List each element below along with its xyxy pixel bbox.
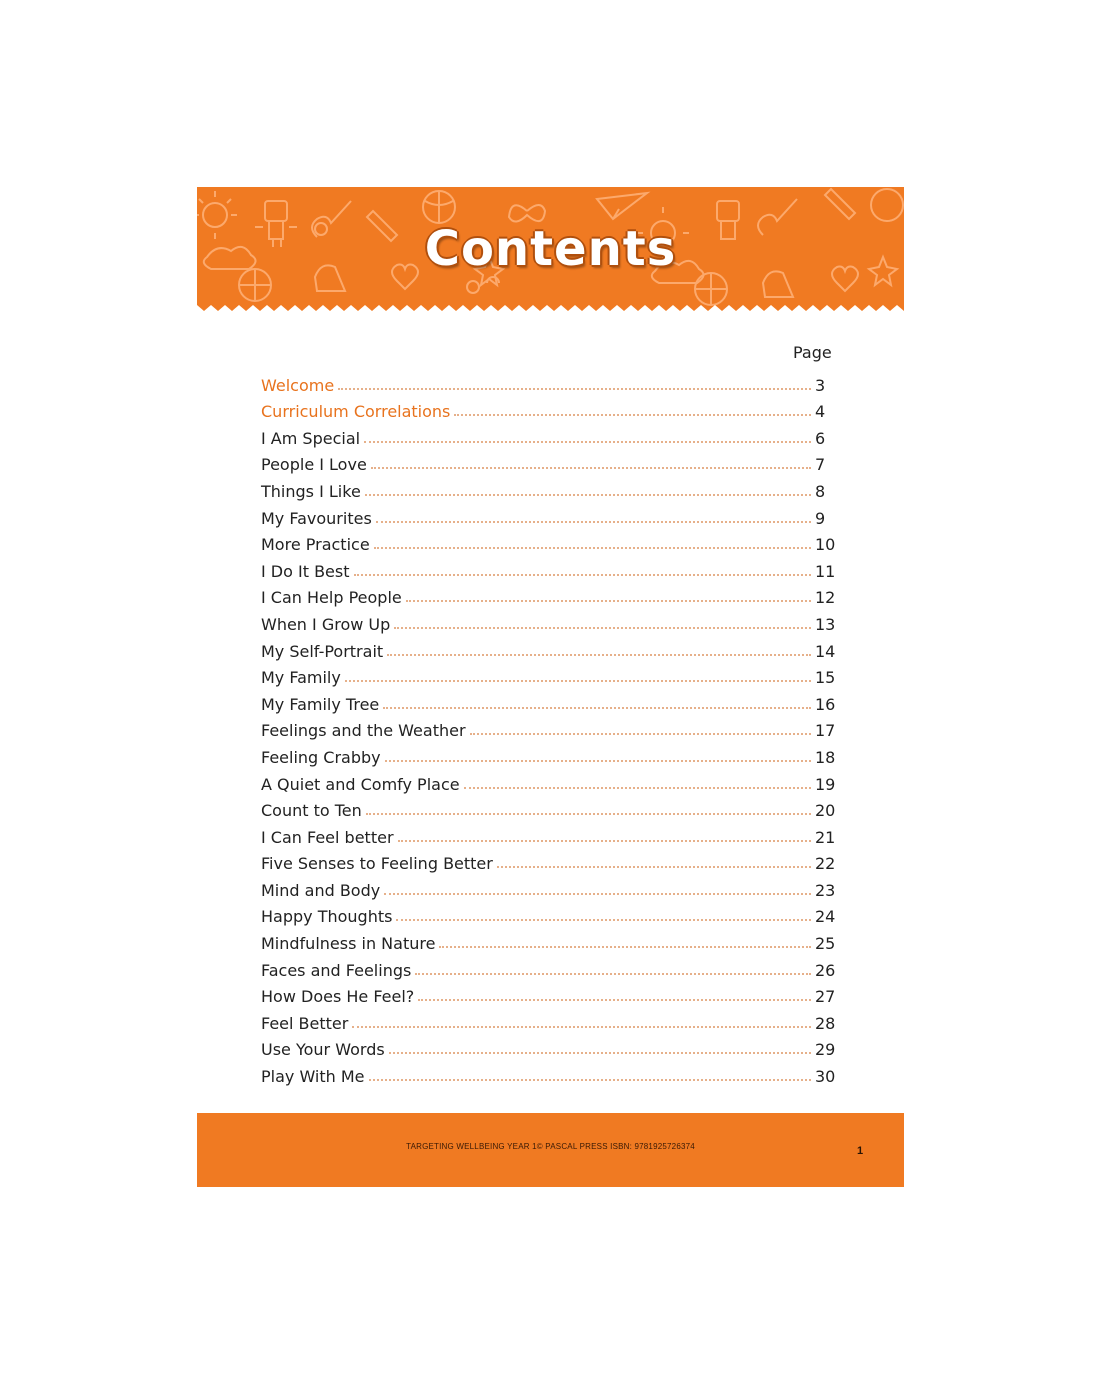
toc-entry-page-number: 15 bbox=[815, 668, 836, 688]
toc-entry-page-number: 25 bbox=[815, 934, 836, 954]
zigzag-edge bbox=[197, 301, 904, 311]
toc-entry[interactable] bbox=[261, 368, 839, 395]
toc-entry[interactable] bbox=[261, 953, 839, 980]
toc-entry-page-number: 29 bbox=[815, 1040, 836, 1060]
dot-leader bbox=[454, 414, 811, 416]
toc-entry[interactable] bbox=[261, 528, 839, 555]
dot-leader bbox=[464, 787, 811, 789]
toc-entry-title: Mind and Body bbox=[261, 880, 381, 900]
toc-entry-title: Mindfulness in Nature bbox=[261, 934, 436, 954]
ball-doodle-icon-2 bbox=[871, 189, 903, 221]
dot-leader bbox=[394, 627, 811, 629]
toc-entry-title: I Am Special bbox=[261, 428, 361, 448]
toc-entry[interactable] bbox=[261, 1006, 839, 1033]
dot-leader bbox=[371, 467, 811, 469]
dot-leader bbox=[418, 999, 811, 1001]
toc-entry-page-number: 13 bbox=[815, 614, 836, 634]
dot-leader bbox=[387, 654, 811, 656]
toc-entry-title: Use Your Words bbox=[261, 1040, 385, 1060]
toc-entry-page-number: 23 bbox=[815, 880, 836, 900]
toc-entry-page-number: 10 bbox=[815, 535, 836, 555]
toc-entry[interactable] bbox=[261, 847, 839, 874]
toc-entry-title: Faces and Feelings bbox=[261, 960, 412, 980]
toc-entry-title: My Family bbox=[261, 668, 341, 688]
toc-entry-title: A Quiet and Comfy Place bbox=[261, 774, 460, 794]
toc-entry-page-number: 7 bbox=[815, 455, 826, 475]
toc-entry-title: Happy Thoughts bbox=[261, 907, 393, 927]
dot-leader bbox=[345, 680, 811, 682]
pencil-doodle-icon-2 bbox=[825, 189, 855, 219]
dot-leader bbox=[396, 919, 811, 921]
dot-leader bbox=[366, 813, 811, 815]
toc-entry-page-number: 12 bbox=[815, 588, 836, 608]
dot-leader bbox=[389, 1052, 811, 1054]
toc-entry-page-number: 20 bbox=[815, 801, 836, 821]
dot-leader bbox=[497, 866, 811, 868]
toc-entry-page-number: 17 bbox=[815, 721, 836, 741]
toc-entry[interactable] bbox=[261, 1033, 839, 1060]
dot-leader bbox=[376, 521, 811, 523]
toc-entry[interactable] bbox=[261, 607, 839, 634]
toc-entry-title: I Do It Best bbox=[261, 561, 350, 581]
toc-entry-page-number: 11 bbox=[815, 561, 836, 581]
toc-entry[interactable] bbox=[261, 581, 839, 608]
toc-entry-title: Welcome bbox=[261, 375, 335, 395]
toc-entry-title: When I Grow Up bbox=[261, 614, 391, 634]
toc-entry-title: I Can Help People bbox=[261, 588, 402, 608]
toc-entry[interactable] bbox=[261, 900, 839, 927]
toc-entry[interactable] bbox=[261, 767, 839, 794]
toc-entry[interactable] bbox=[261, 926, 839, 953]
toc-entry-title: Five Senses to Feeling Better bbox=[261, 854, 493, 874]
toc-entry-title: Curriculum Correlations bbox=[261, 402, 451, 422]
dot-leader bbox=[338, 388, 811, 390]
footer-bar bbox=[197, 1113, 904, 1187]
dot-leader bbox=[439, 946, 811, 948]
dot-leader bbox=[369, 1079, 811, 1081]
toc-entry-page-number: 22 bbox=[815, 854, 836, 874]
toc-entry[interactable] bbox=[261, 634, 839, 661]
toc-entry[interactable] bbox=[261, 873, 839, 900]
toc-entry-page-number: 19 bbox=[815, 774, 836, 794]
toc-entry-page-number: 6 bbox=[815, 428, 826, 448]
toc-entry[interactable] bbox=[261, 687, 839, 714]
toc-entry-page-number: 3 bbox=[815, 375, 826, 395]
page-title: Contents bbox=[424, 221, 677, 277]
paper-plane-doodle-icon bbox=[597, 193, 647, 219]
toc-entry-page-number: 8 bbox=[815, 481, 826, 501]
toc-entry-page-number: 4 bbox=[815, 402, 826, 422]
toc-entry-title: Play With Me bbox=[261, 1067, 365, 1087]
dot-leader bbox=[470, 733, 811, 735]
toc-entry-title: My Self-Portrait bbox=[261, 641, 384, 661]
table-of-contents bbox=[261, 368, 839, 1086]
toc-entry-page-number: 27 bbox=[815, 987, 836, 1007]
toc-entry[interactable] bbox=[261, 794, 839, 821]
toc-entry[interactable] bbox=[261, 474, 839, 501]
toc-entry-page-number: 16 bbox=[815, 694, 836, 714]
dot-leader bbox=[364, 441, 811, 443]
dot-leader bbox=[398, 840, 811, 842]
dot-leader bbox=[384, 893, 811, 895]
toc-entry[interactable] bbox=[261, 661, 839, 688]
toc-entry[interactable] bbox=[261, 448, 839, 475]
toc-entry-title: Feel Better bbox=[261, 1013, 349, 1033]
toc-entry-page-number: 24 bbox=[815, 907, 836, 927]
toc-entry-page-number: 21 bbox=[815, 827, 836, 847]
butterfly-doodle-icon bbox=[509, 205, 545, 222]
dot-leader bbox=[374, 547, 811, 549]
toc-entry-page-number: 9 bbox=[815, 508, 826, 528]
toc-entry[interactable] bbox=[261, 395, 839, 422]
contents-banner bbox=[197, 187, 904, 311]
footer-copyright: TARGETING WELLBEING YEAR 1© PASCAL PRESS ISBN: 9781925726374 bbox=[406, 1142, 695, 1151]
dot-leader bbox=[365, 494, 811, 496]
dot-leader bbox=[354, 574, 811, 576]
toc-entry-title: Things I Like bbox=[261, 481, 361, 501]
toc-entry-title: Feeling Crabby bbox=[261, 747, 381, 767]
dot-leader bbox=[406, 600, 811, 602]
dot-leader bbox=[385, 760, 811, 762]
toc-entry-title: My Favourites bbox=[261, 508, 372, 528]
dot-leader bbox=[352, 1026, 811, 1028]
toc-entry-title: People I Love bbox=[261, 455, 367, 475]
toc-entry[interactable] bbox=[261, 740, 839, 767]
footer-page-number: 1 bbox=[857, 1145, 864, 1157]
page-column-heading: Page bbox=[793, 343, 832, 362]
toc-entry-page-number: 14 bbox=[815, 641, 836, 661]
dot-leader bbox=[415, 973, 811, 975]
robot-doodle-icon-2 bbox=[717, 201, 739, 221]
toc-entry-title: Feelings and the Weather bbox=[261, 721, 466, 741]
toc-entry[interactable] bbox=[261, 714, 839, 741]
toc-entry[interactable] bbox=[261, 820, 839, 847]
toc-entry[interactable] bbox=[261, 554, 839, 581]
toc-entry-title: I Can Feel better bbox=[261, 827, 394, 847]
toc-entry-title: How Does He Feel? bbox=[261, 987, 415, 1007]
toc-entry[interactable] bbox=[261, 1059, 839, 1086]
robot-doodle-icon bbox=[265, 201, 287, 221]
toc-entry[interactable] bbox=[261, 980, 839, 1007]
toc-entry-page-number: 18 bbox=[815, 747, 836, 767]
toc-entry[interactable] bbox=[261, 421, 839, 448]
dot-leader bbox=[383, 707, 811, 709]
toc-entry-title: Count to Ten bbox=[261, 801, 362, 821]
toc-entry-page-number: 26 bbox=[815, 960, 836, 980]
toc-entry-title: More Practice bbox=[261, 535, 370, 555]
toc-entry-page-number: 30 bbox=[815, 1067, 836, 1087]
toc-entry-title: My Family Tree bbox=[261, 694, 380, 714]
toc-entry-page-number: 28 bbox=[815, 1013, 836, 1033]
toc-entry[interactable] bbox=[261, 501, 839, 528]
